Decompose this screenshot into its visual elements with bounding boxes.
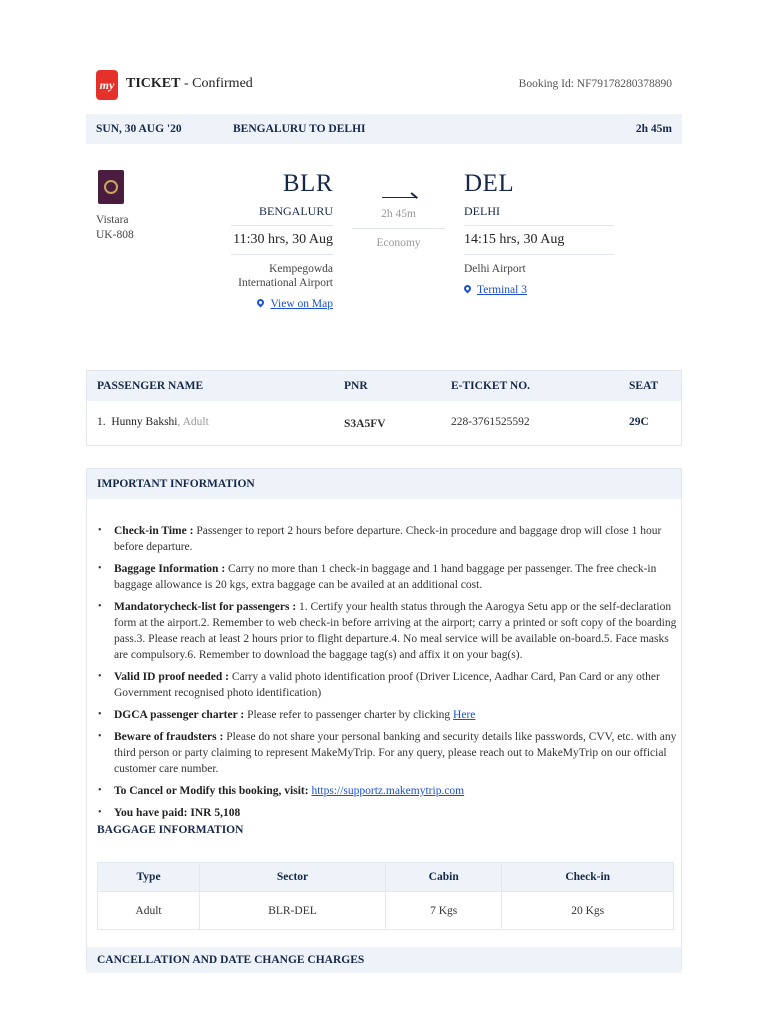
item-text: Passenger to report 2 hours before departure. Check-in procedure and baggage drop will close 1 hour before departure. — [114, 525, 662, 553]
flight-details — [86, 160, 682, 330]
item-text: Please do not share your personal banking and security details like passwords, CVV, etc. with any third person or party claiming to represent MakeMyTrip. For any query, please reach out to MakeMyTrip on our official customer care number. — [114, 731, 677, 775]
item-text: Carry no more than 1 check-in baggage and 1 hand baggage per passenger. The free check-in baggage allowance is 20 kgs, extra baggage can be availed at an additional cost. — [114, 563, 657, 591]
terminal-link[interactable]: Terminal 3 — [477, 284, 527, 296]
view-on-map[interactable] — [231, 298, 333, 310]
ticket-title — [126, 76, 253, 92]
flight-middle — [352, 178, 445, 249]
location-pin-icon — [256, 298, 266, 308]
important-information-list — [97, 523, 677, 827]
item-text: Carry a valid photo identification proof (Driver Licence, Aadhar Card, Pan Card or any other Government recognised photo identification) — [114, 671, 660, 699]
baggage-sector: BLR-DEL — [200, 892, 386, 930]
passenger-name-cell — [97, 416, 209, 428]
ticket-title-bold: TICKET — [126, 76, 181, 91]
list-item — [97, 599, 677, 663]
item-text: Please refer to passenger charter by clicking — [244, 709, 454, 721]
departure-time: 11:30 hrs, 30 Aug — [231, 225, 333, 248]
baggage-cabin: 7 Kgs — [385, 892, 501, 930]
flight-arrow-icon — [382, 186, 416, 198]
seat-value: 29C — [629, 416, 649, 428]
item-label: Baggage Information : — [114, 563, 226, 575]
view-on-map-link[interactable]: View on Map — [270, 298, 333, 310]
list-item — [97, 669, 677, 701]
pnr-value: S3A5FV — [344, 418, 386, 430]
departure-airport-line2: International Airport — [238, 277, 333, 289]
list-item — [97, 707, 677, 723]
departure-block — [231, 170, 333, 310]
important-information-section — [86, 468, 682, 970]
arrival-airport: Delhi Airport — [464, 254, 614, 276]
list-item — [97, 523, 677, 555]
vistara-logo-icon — [98, 170, 124, 204]
cancellation-charges-title: CANCELLATION AND DATE CHANGE CHARGES — [87, 947, 681, 973]
item-label: Beware of fraudsters : — [114, 731, 224, 743]
item-label: To Cancel or Modify this booking, visit: — [114, 785, 309, 797]
header-cabin: Cabin — [385, 863, 501, 892]
amount-paid: You have paid: INR 5,108 — [114, 807, 241, 819]
departure-airport-line1: Kempegowda — [269, 263, 333, 275]
trip-summary-bar — [86, 114, 682, 144]
arrival-code: DEL — [464, 170, 515, 197]
passenger-table-header — [87, 371, 681, 401]
eticket-value: 228-3761525592 — [451, 416, 530, 428]
list-item — [97, 783, 677, 799]
ticket-header — [96, 70, 672, 102]
cabin-class: Economy — [376, 237, 421, 249]
baggage-table — [97, 862, 674, 930]
header-eticket: E-TICKET NO. — [451, 380, 531, 392]
item-label: Valid ID proof needed : — [114, 671, 230, 683]
baggage-table-header — [98, 863, 674, 892]
passenger-charter-link[interactable]: Here — [453, 709, 476, 721]
passenger-table — [86, 370, 682, 446]
vistara-emblem — [104, 180, 118, 194]
header-passenger-name: PASSENGER NAME — [97, 380, 204, 392]
airline-info — [96, 213, 134, 243]
departure-code: BLR — [282, 170, 333, 197]
header-type: Type — [98, 863, 200, 892]
item-text: 1. Certify your health status through the Aarogya Setu app or the self-declaration form at the airport.2. Remember to web check-in before arriving at the airport; carry a printed or soft copy of the boarding pass.3. Please reach at least 2 hours prior to flight departure.4. No meal service will be available on-board.5. Face masks are compulsory.6. Remember to download the baggage tag(s) and affix it on your bag(s). — [114, 601, 677, 661]
support-link[interactable]: https://supportz.makemytrip.com — [311, 785, 465, 797]
flight-number: UK-808 — [96, 229, 134, 241]
arrival-city: DELHI — [464, 204, 500, 218]
flight-duration: 2h 45m — [352, 208, 445, 229]
departure-airport — [231, 254, 333, 290]
airline-name: Vistara — [96, 214, 129, 226]
departure-city: BENGALURU — [259, 204, 333, 218]
header-checkin: Check-in — [502, 863, 674, 892]
list-item — [97, 805, 677, 821]
terminal[interactable] — [464, 284, 614, 296]
header-sector: Sector — [200, 863, 386, 892]
arrival-time: 14:15 hrs, 30 Aug — [464, 225, 614, 248]
trip-duration: 2h 45m — [635, 123, 672, 135]
item-label: DGCA passenger charter : — [114, 709, 245, 721]
list-item — [97, 729, 677, 777]
baggage-type: Adult — [98, 892, 200, 930]
item-label: Check-in Time : — [114, 525, 194, 537]
passenger-index: 1. — [97, 416, 106, 428]
header-seat: SEAT — [629, 380, 659, 392]
table-row — [98, 892, 674, 930]
ticket-status: - Confirmed — [180, 76, 253, 91]
item-label: Mandatorycheck-list for passengers : — [114, 601, 297, 613]
booking-id: Booking Id: NF79178280378890 — [518, 78, 672, 90]
important-information-title: IMPORTANT INFORMATION — [87, 469, 681, 499]
baggage-checkin: 20 Kgs — [502, 892, 674, 930]
table-row — [87, 401, 681, 445]
passenger-type: , Adult — [177, 416, 209, 428]
header-pnr: PNR — [344, 380, 368, 392]
location-pin-icon — [463, 284, 473, 294]
trip-route: BENGALURU TO DELHI — [233, 123, 366, 135]
passenger-name: Hunny Bakshi — [111, 416, 178, 428]
baggage-information-title: BAGGAGE INFORMATION — [97, 824, 244, 836]
makemytrip-logo: my — [96, 70, 118, 100]
arrival-block — [464, 170, 614, 296]
trip-date: SUN, 30 AUG '20 — [96, 123, 182, 135]
list-item — [97, 561, 677, 593]
